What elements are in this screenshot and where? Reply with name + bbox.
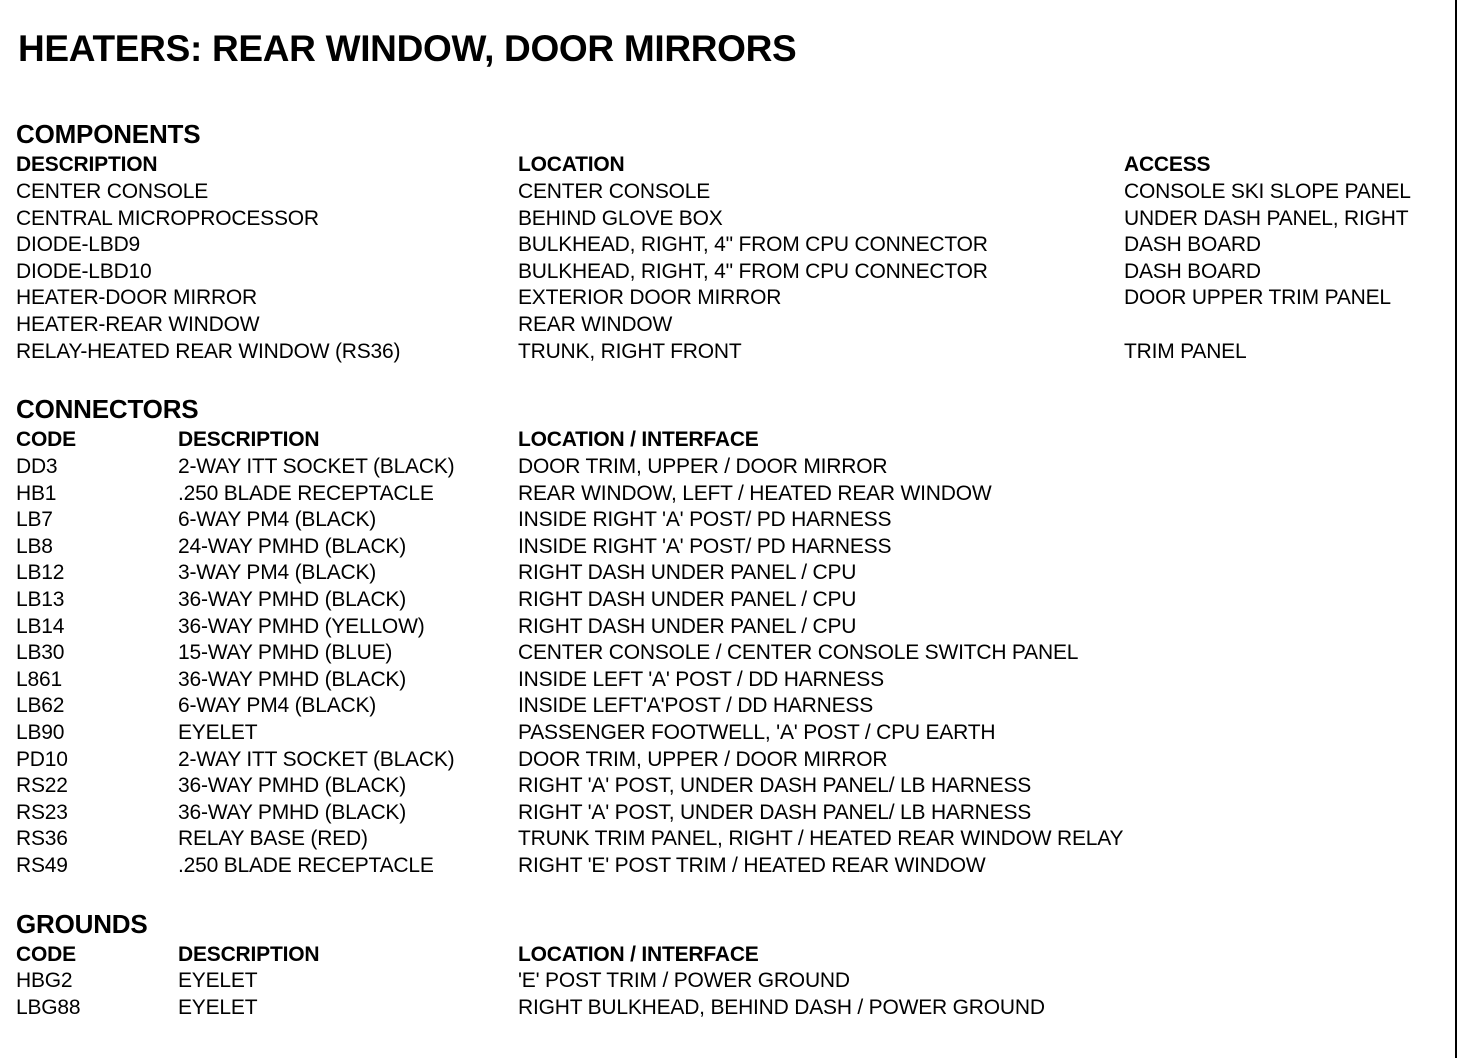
- connectors-row: [0, 560, 1450, 587]
- components-cell-description: RELAY-HEATED REAR WINDOW (RS36): [16, 339, 401, 363]
- connectors-row: [0, 773, 1450, 800]
- components-cell-description: CENTRAL MICROPROCESSOR: [16, 206, 319, 230]
- grounds-row: [0, 995, 1450, 1022]
- connectors-row: [0, 454, 1450, 481]
- components-header-description: DESCRIPTION: [16, 153, 158, 176]
- connectors-cell-location: CENTER CONSOLE / CENTER CONSOLE SWITCH PANEL: [518, 641, 1079, 665]
- connectors-row: [0, 853, 1450, 880]
- connectors-cell-code: RS36: [16, 827, 68, 851]
- connectors-cell-code: PD10: [16, 747, 68, 771]
- connectors-cell-location: INSIDE RIGHT 'A' POST/ PD HARNESS: [518, 508, 892, 532]
- connectors-cell-location: DOOR TRIM, UPPER / DOOR MIRROR: [518, 747, 888, 771]
- connectors-cell-location: RIGHT DASH UNDER PANEL / CPU: [518, 588, 857, 611]
- connectors-cell-code: LB8: [16, 534, 53, 558]
- grounds-cell-code: HBG2: [16, 969, 73, 992]
- connectors-cell-description: 24-WAY PMHD (BLACK): [178, 534, 407, 558]
- connectors-cell-code: LB14: [16, 614, 65, 638]
- components-row: [0, 232, 1450, 259]
- connectors-header-description: DESCRIPTION: [178, 428, 320, 451]
- grounds-cell-code: LBG88: [16, 995, 81, 1019]
- connectors-cell-description: 2-WAY ITT SOCKET (BLACK): [178, 747, 455, 771]
- grounds-cell-description: EYELET: [178, 995, 258, 1019]
- components-cell-description: HEATER-REAR WINDOW: [16, 313, 260, 336]
- connectors-cell-location: PASSENGER FOOTWELL, 'A' POST / CPU EARTH: [518, 721, 996, 744]
- components-cell-description: CENTER CONSOLE: [16, 180, 209, 203]
- connectors-cell-location: DOOR TRIM, UPPER / DOOR MIRROR: [518, 455, 888, 478]
- connectors-cell-description: EYELET: [178, 721, 258, 744]
- components-header-location: LOCATION: [518, 153, 625, 176]
- components-cell-description: DIODE-LBD10: [16, 259, 152, 283]
- connectors-row: [0, 693, 1450, 720]
- components-cell-location: BULKHEAD, RIGHT, 4" FROM CPU CONNECTOR: [518, 259, 988, 283]
- connectors-cell-code: LB90: [16, 721, 65, 744]
- connectors-cell-description: RELAY BASE (RED): [178, 827, 368, 851]
- connectors-section-title: CONNECTORS: [16, 394, 199, 424]
- components-cell-location: REAR WINDOW: [518, 313, 673, 336]
- connectors-cell-description: .250 BLADE RECEPTACLE: [178, 854, 434, 877]
- connectors-row: [0, 800, 1450, 827]
- connectors-row: [0, 720, 1450, 747]
- components-cell-description: DIODE-LBD9: [16, 233, 141, 257]
- grounds-cell-description: EYELET: [178, 969, 258, 992]
- grounds-header-description: DESCRIPTION: [178, 943, 320, 966]
- connectors-header-location: LOCATION / INTERFACE: [518, 428, 759, 451]
- connectors-cell-code: RS23: [16, 800, 68, 824]
- connectors-cell-location: REAR WINDOW, LEFT / HEATED REAR WINDOW: [518, 481, 992, 505]
- connectors-cell-code: RS49: [16, 854, 68, 877]
- grounds-cell-location: RIGHT BULKHEAD, BEHIND DASH / POWER GROUND: [518, 995, 1045, 1019]
- components-cell-description: HEATER-DOOR MIRROR: [16, 286, 258, 310]
- connectors-cell-code: LB62: [16, 694, 65, 718]
- connectors-cell-description: 36-WAY PMHD (BLACK): [178, 588, 407, 611]
- components-cell-access: DASH BOARD: [1124, 233, 1261, 257]
- components-cell-location: BEHIND GLOVE BOX: [518, 206, 723, 230]
- grounds-section-title: GROUNDS: [16, 909, 148, 939]
- connectors-cell-location: INSIDE LEFT'A'POST / DD HARNESS: [518, 694, 874, 718]
- components-cell-access: DASH BOARD: [1124, 259, 1261, 283]
- connectors-cell-code: L861: [16, 667, 62, 691]
- connectors-cell-code: HB1: [16, 481, 57, 505]
- connectors-cell-location: TRUNK TRIM PANEL, RIGHT / HEATED REAR WINDOW RELAY: [518, 827, 1124, 851]
- connectors-cell-description: .250 BLADE RECEPTACLE: [178, 481, 434, 505]
- connectors-cell-location: RIGHT 'E' POST TRIM / HEATED REAR WINDOW: [518, 854, 986, 877]
- components-cell-location: EXTERIOR DOOR MIRROR: [518, 286, 782, 310]
- grounds-row: [0, 968, 1450, 995]
- connectors-cell-location: RIGHT DASH UNDER PANEL / CPU: [518, 614, 857, 638]
- components-row: [0, 206, 1450, 233]
- connectors-row: [0, 587, 1450, 614]
- connectors-row: [0, 747, 1450, 774]
- components-header-row: [0, 152, 1450, 179]
- connectors-cell-description: 36-WAY PMHD (BLACK): [178, 774, 407, 798]
- connectors-cell-location: RIGHT DASH UNDER PANEL / CPU: [518, 561, 857, 585]
- components-cell-access: UNDER DASH PANEL, RIGHT: [1124, 206, 1409, 230]
- components-row: [0, 339, 1450, 366]
- connectors-cell-location: RIGHT 'A' POST, UNDER DASH PANEL/ LB HARNESS: [518, 800, 1032, 824]
- components-cell-location: BULKHEAD, RIGHT, 4" FROM CPU CONNECTOR: [518, 233, 988, 257]
- grounds-header-location: LOCATION / INTERFACE: [518, 943, 759, 966]
- components-section-title: COMPONENTS: [16, 119, 201, 149]
- connectors-row: [0, 534, 1450, 561]
- components-row: [0, 179, 1450, 206]
- components-cell-access: CONSOLE SKI SLOPE PANEL: [1124, 180, 1411, 203]
- connectors-cell-code: LB12: [16, 561, 65, 585]
- page-title: HEATERS: REAR WINDOW, DOOR MIRRORS: [18, 28, 797, 69]
- connectors-cell-description: 6-WAY PM4 (BLACK): [178, 694, 377, 718]
- components-header-access: ACCESS: [1124, 153, 1211, 176]
- connectors-header-code: CODE: [16, 428, 76, 451]
- page-right-border: [1455, 0, 1457, 1058]
- connectors-cell-code: LB30: [16, 641, 65, 665]
- connectors-row: [0, 481, 1450, 508]
- components-cell-location: TRUNK, RIGHT FRONT: [518, 339, 742, 363]
- connectors-cell-description: 36-WAY PMHD (BLACK): [178, 800, 407, 824]
- connectors-row: [0, 614, 1450, 641]
- connectors-cell-description: 3-WAY PM4 (BLACK): [178, 561, 377, 585]
- connectors-cell-description: 15-WAY PMHD (BLUE): [178, 641, 393, 665]
- connectors-row: [0, 640, 1450, 667]
- connectors-cell-location: RIGHT 'A' POST, UNDER DASH PANEL/ LB HARNESS: [518, 774, 1032, 798]
- connectors-cell-code: LB7: [16, 508, 53, 532]
- connectors-cell-location: INSIDE RIGHT 'A' POST/ PD HARNESS: [518, 534, 892, 558]
- components-row: [0, 259, 1450, 286]
- connectors-cell-description: 36-WAY PMHD (YELLOW): [178, 614, 425, 638]
- connectors-cell-code: DD3: [16, 455, 58, 478]
- grounds-header-row: [0, 942, 1450, 969]
- connectors-row: [0, 826, 1450, 853]
- connectors-cell-code: LB13: [16, 588, 65, 611]
- components-row: [0, 312, 1450, 339]
- connectors-cell-description: 2-WAY ITT SOCKET (BLACK): [178, 455, 455, 478]
- components-cell-location: CENTER CONSOLE: [518, 180, 711, 203]
- components-cell-access: TRIM PANEL: [1124, 339, 1247, 363]
- connectors-row: [0, 507, 1450, 534]
- connectors-cell-description: 6-WAY PM4 (BLACK): [178, 508, 377, 532]
- components-row: [0, 285, 1450, 312]
- connectors-cell-description: 36-WAY PMHD (BLACK): [178, 667, 407, 691]
- connectors-cell-code: RS22: [16, 774, 68, 798]
- components-cell-access: DOOR UPPER TRIM PANEL: [1124, 286, 1391, 310]
- grounds-header-code: CODE: [16, 943, 76, 966]
- grounds-cell-location: 'E' POST TRIM / POWER GROUND: [518, 969, 850, 992]
- connectors-header-row: [0, 427, 1450, 454]
- connectors-cell-location: INSIDE LEFT 'A' POST / DD HARNESS: [518, 667, 884, 691]
- connectors-row: [0, 667, 1450, 694]
